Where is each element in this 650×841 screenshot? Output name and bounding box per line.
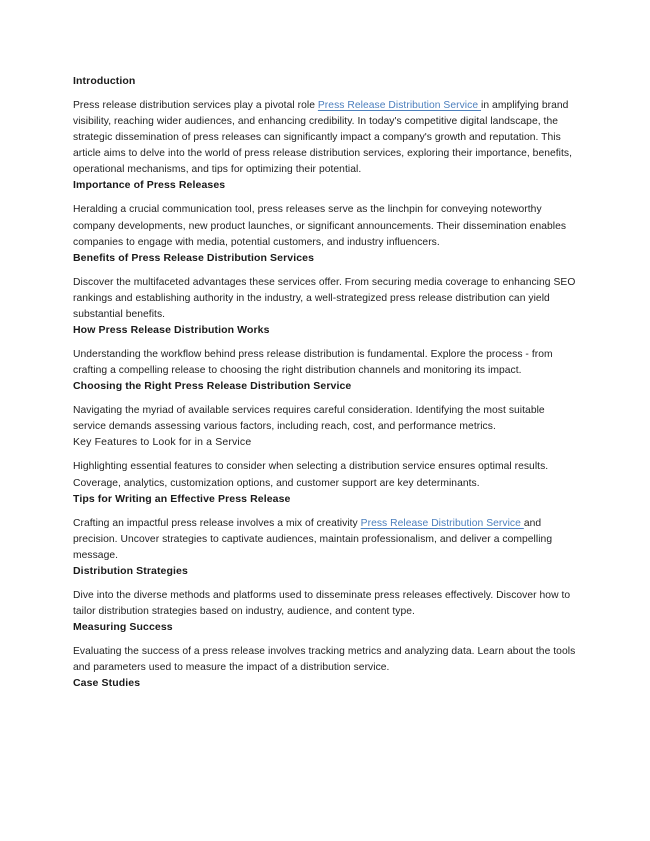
- section-paragraph-tips-for-writing: [73, 516, 578, 564]
- section-paragraph-key-features: Highlighting essential features to consider when selecting a distribution service ensures optimal results. Coverage, analytics, customization options, and customer support are key determinants.: [73, 461, 549, 489]
- section-heading-how-it-works: How Press Release Distribution Works: [73, 324, 270, 337]
- section-paragraph-choosing-service: Navigating the myriad of available services requires careful consideration. Identifying the most suitable service demands assessing various factors, including reach, cost, and performance metrics.: [73, 405, 545, 433]
- section-heading-introduction: Introduction: [73, 75, 136, 87]
- section-paragraph-how-it-works: Understanding the workflow behind press release distribution is fundamental. Explore the process - from crafting a compelling release to choosing the right distribution channels and monitoring its impact.: [73, 349, 553, 377]
- section-paragraph-importance: Heralding a crucial communication tool, press releases serve as the linchpin for conveying noteworthy company developments, new product launches, or significant announcements. Their dissemination enables companies to engage with media, potential customers, and industry influencers.: [73, 204, 567, 248]
- section-heading-tips-for-writing: Tips for Writing an Effective Press Release: [73, 492, 291, 505]
- section-key-features-to-look-for: [73, 435, 578, 491]
- section-heading-case-studies: Case Studies: [73, 677, 141, 690]
- section-case-studies: [73, 676, 578, 690]
- section-how-press-release-distribution-works: [73, 323, 578, 379]
- press-release-distribution-service-link[interactable]: Press Release Distribution Service: [317, 100, 482, 111]
- section-paragraph-distribution-strategies: Dive into the diverse methods and platforms used to disseminate press releases effectively. Discover how to tailor distribution strategies based on industry, audience, and content type.: [73, 589, 571, 617]
- section-heading-key-features: Key Features to Look for in a Service: [73, 436, 252, 449]
- section-distribution-strategies: [73, 564, 578, 620]
- section-heading-importance: Importance of Press Releases: [73, 179, 226, 192]
- section-measuring-success: [73, 620, 578, 676]
- press-release-distribution-service-link-2[interactable]: Press Release Distribution Service: [360, 517, 524, 529]
- paragraph-text-after-link-2: and precision. Uncover strategies to captivate audiences, maintain professionalism, and deliver a compelling message.: [73, 517, 553, 561]
- section-importance-of-press-releases: [73, 178, 578, 250]
- section-heading-measuring-success: Measuring Success: [73, 621, 173, 634]
- section-paragraph-benefits: Discover the multifaceted advantages these services offer. From securing media coverage to enhancing SEO rankings and establishing authority in the industry, a well-strategized press release distribution can yield substantial benefits.: [73, 276, 576, 320]
- section-heading-choosing-service: Choosing the Right Press Release Distribution Service: [73, 380, 352, 393]
- section-choosing-the-right-service: [73, 379, 578, 435]
- section-tips-for-writing-effective-press-release: [73, 492, 578, 564]
- section-heading-benefits: Benefits of Press Release Distribution Services: [73, 251, 315, 264]
- section-paragraph-measuring-success: Evaluating the success of a press release involves tracking metrics and analyzing data. Learn about the tools and parameters used to measure the impact of a distribution service.: [73, 646, 576, 674]
- section-introduction: [73, 74, 578, 178]
- section-benefits-of-press-release-distribution-services: [73, 251, 578, 323]
- paragraph-text-before-link: Press release distribution services play a pivotal role: [73, 100, 318, 111]
- section-paragraph-introduction: [73, 98, 578, 178]
- section-heading-distribution-strategies: Distribution Strategies: [73, 564, 188, 577]
- paragraph-text-after-link: in amplifying brand visibility, reaching wider audiences, and enhancing credibility. In today's competitive digital landscape, the strategic dissemination of press releases can significantly impact a company's growth and reputation. This article aims to delve into the world of press release distribution services, exploring their importance, benefits, operational mechanisms, and tips for optimizing their potential.: [73, 100, 573, 176]
- paragraph-text-before-link-2: Crafting an impactful press release involves a mix of creativity: [73, 517, 361, 529]
- document-content: [73, 74, 578, 700]
